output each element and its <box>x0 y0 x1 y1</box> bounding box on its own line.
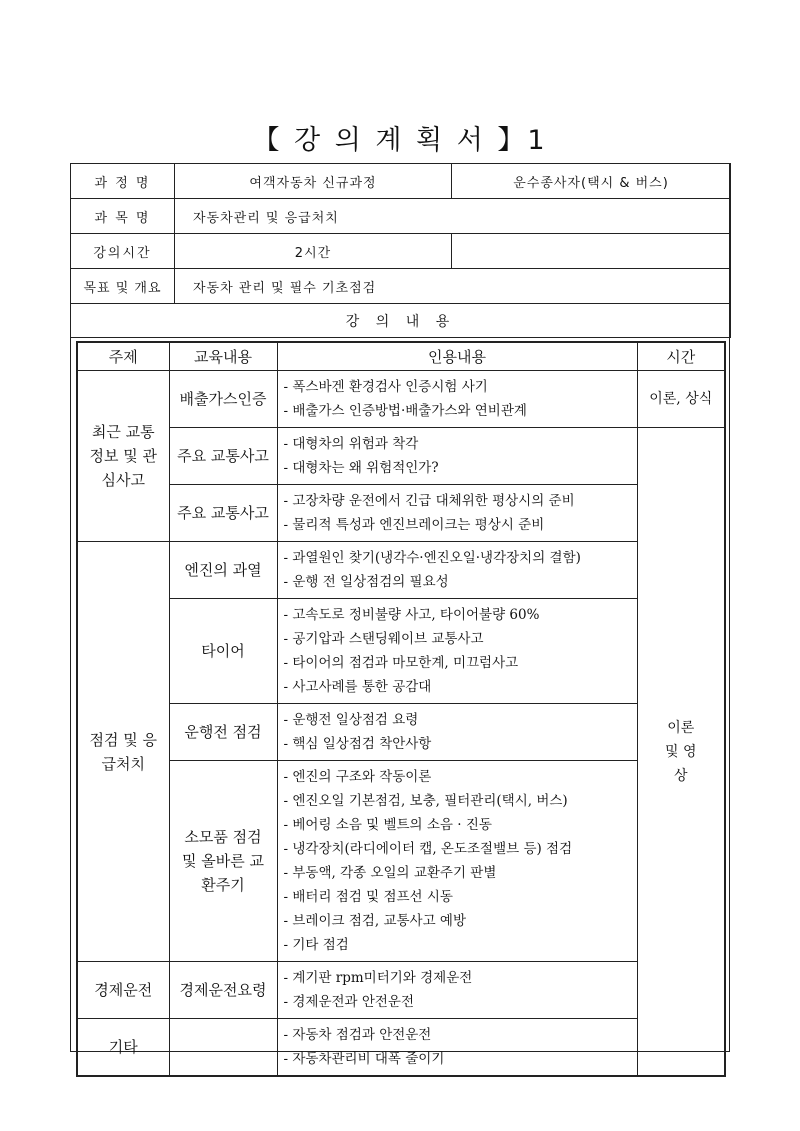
lecture-content-table <box>76 341 726 1077</box>
course-value: 여객자동차 신규과정 <box>175 164 452 199</box>
content-cell <box>277 1019 637 1077</box>
subject-label: 과 목 명 <box>71 199 175 234</box>
content-item: - 배터리 점검 및 점프선 시동 <box>284 885 637 909</box>
content-item: - 사고사례를 통한 공감대 <box>284 675 637 699</box>
time-text: 이론 및 영상 <box>665 719 697 784</box>
edu-cell: 주요 교통사고 <box>169 485 277 542</box>
content-cell <box>277 704 637 761</box>
table-row <box>77 962 725 1019</box>
content-item: - 핵심 일상점검 착안사항 <box>284 732 637 756</box>
topic-text: 점검 및 응급처치 <box>89 730 157 773</box>
hours-row <box>71 234 731 269</box>
col-header-education: 교육내용 <box>169 342 277 371</box>
edu-cell: 주요 교통사고 <box>169 428 277 485</box>
topic-text: 최근 교통정보 및 관심사고 <box>89 423 157 489</box>
topic-cell: 경제운전 <box>77 962 169 1019</box>
content-cell <box>277 761 637 962</box>
time-cell <box>637 428 725 1077</box>
edu-cell <box>169 761 277 962</box>
edu-cell: 경제운전요령 <box>169 962 277 1019</box>
edu-cell: 배출가스인증 <box>169 371 277 428</box>
content-item: - 기타 점검 <box>284 933 637 957</box>
goal-row <box>71 269 731 304</box>
hours-value: 2시간 <box>175 234 452 269</box>
col-header-content: 인용내용 <box>277 342 637 371</box>
edu-cell <box>169 1019 277 1077</box>
content-item: - 자동차 점검과 안전운전 <box>284 1023 637 1047</box>
course-label: 과 정 명 <box>71 164 175 199</box>
content-item: - 대형차의 위험과 착각 <box>284 432 637 456</box>
content-item: - 대형차는 왜 위험적인가? <box>284 456 637 480</box>
content-item: - 폭스바겐 환경검사 인증시험 사기 <box>284 375 637 399</box>
content-item: - 고장차량 운전에서 긴급 대체위한 평상시의 준비 <box>284 489 637 513</box>
col-header-time: 시간 <box>637 342 725 371</box>
table-row <box>77 1019 725 1077</box>
edu-text: 소모품 점검 및 올바른 교환주기 <box>182 828 264 894</box>
content-item: - 엔진오일 기본점검, 보충, 필터관리(택시, 버스) <box>284 789 637 813</box>
page-title: 【 강 의 계 획 서 】1 <box>252 125 548 156</box>
content-cell <box>277 428 637 485</box>
content-item: - 운행전 일상점검 요령 <box>284 708 637 732</box>
table-row <box>77 542 725 599</box>
course-extra: 운수종사자(택시 & 버스) <box>452 164 731 199</box>
goal-label: 목표 및 개요 <box>71 269 175 304</box>
section-row <box>71 304 731 338</box>
hours-empty-cell <box>452 234 731 269</box>
edu-cell: 타이어 <box>169 599 277 704</box>
content-cell <box>277 542 637 599</box>
content-item: - 경제운전과 안전운전 <box>284 990 637 1014</box>
content-item: - 고속도로 정비불량 사고, 타이어불량 60% <box>284 603 637 627</box>
content-item: - 타이어의 점검과 마모한계, 미끄럼사고 <box>284 651 637 675</box>
table-row <box>77 428 725 485</box>
topic-cell <box>77 371 169 542</box>
content-cell <box>277 485 637 542</box>
header-table <box>70 163 731 338</box>
content-item: - 물리적 특성과 엔진브레이크는 평상시 준비 <box>284 513 637 537</box>
content-cell <box>277 962 637 1019</box>
topic-cell <box>77 542 169 962</box>
content-item: - 과열원인 찾기(냉각수·엔진오일·냉각장치의 결함) <box>284 546 637 570</box>
content-item: - 베어링 소음 및 벨트의 소음 · 진동 <box>284 813 637 837</box>
content-item: - 부동액, 각종 오일의 교환주기 판별 <box>284 861 637 885</box>
content-item: - 엔진의 구조와 작동이론 <box>284 765 637 789</box>
content-item: - 배출가스 인증방법·배출가스와 연비관계 <box>284 399 637 423</box>
edu-cell: 운행전 점검 <box>169 704 277 761</box>
content-item: - 브레이크 점검, 교통사고 예방 <box>284 909 637 933</box>
subject-row <box>71 199 731 234</box>
content-cell <box>277 599 637 704</box>
table-header-row <box>77 342 725 371</box>
topic-cell: 기타 <box>77 1019 169 1077</box>
table-row <box>77 599 725 704</box>
goal-value: 자동차 관리 및 필수 기초점검 <box>175 269 731 304</box>
time-cell: 이론, 상식 <box>637 371 725 428</box>
edu-cell: 엔진의 과열 <box>169 542 277 599</box>
content-item: - 냉각장치(라디에이터 캡, 온도조절밸브 등) 점검 <box>284 837 637 861</box>
col-header-topic: 주제 <box>77 342 169 371</box>
course-row <box>71 164 731 199</box>
table-row <box>77 704 725 761</box>
content-item: - 계기판 rpm미터기와 경제운전 <box>284 966 637 990</box>
subject-value: 자동차관리 및 응급처치 <box>175 199 731 234</box>
content-cell <box>277 371 637 428</box>
content-item: - 공기압과 스탠딩웨이브 교통사고 <box>284 627 637 651</box>
content-item: - 자동차관리비 대폭 줄이기 <box>284 1047 637 1071</box>
table-row <box>77 761 725 962</box>
table-row <box>77 485 725 542</box>
section-title: 강 의 내 용 <box>71 304 731 338</box>
hours-label: 강의시간 <box>71 234 175 269</box>
content-item: - 운행 전 일상점검의 필요성 <box>284 570 637 594</box>
table-row <box>77 371 725 428</box>
